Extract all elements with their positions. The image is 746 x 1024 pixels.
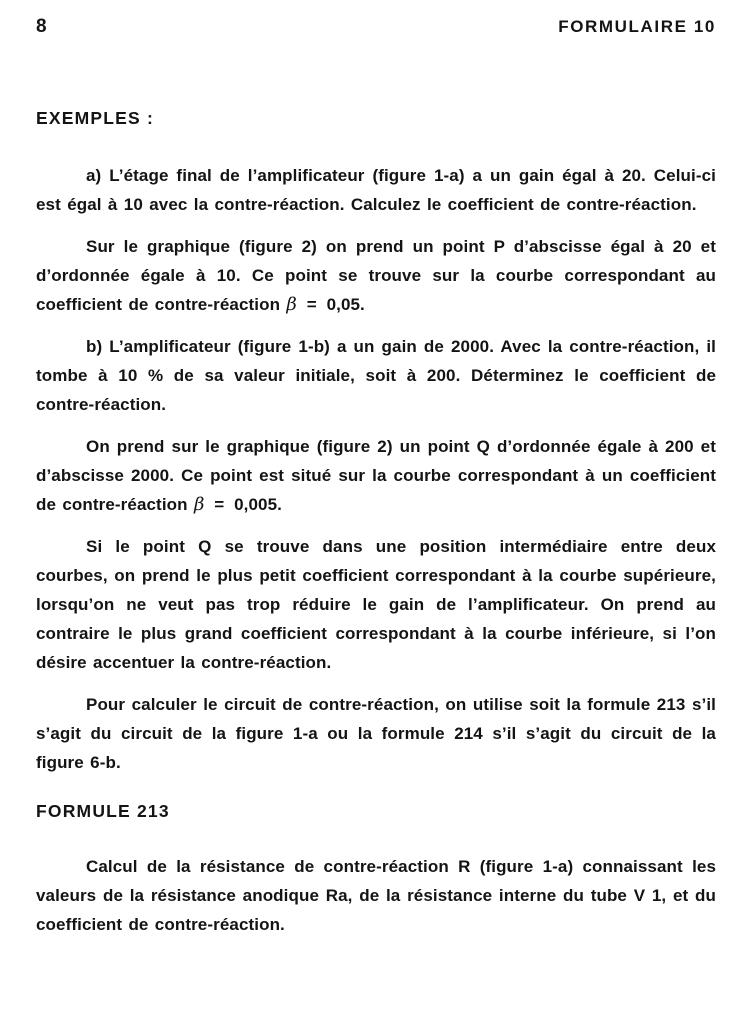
paragraph-graph-point-q	[36, 432, 716, 519]
paragraph-text: On prend sur le graphique (figure 2) un point Q d’ordonnée égale à 200 et d’abscisse 2000. Ce point est situé sur la courbe correspondant à un coefficient de contre-réaction	[36, 437, 716, 514]
beta-symbol: β	[193, 494, 205, 515]
beta-value: = 0,005.	[204, 495, 282, 514]
paragraph-text: Sur le graphique (figure 2) on prend un point P d’abscisse égal à 20 et d’ordonnée égale à 10. Ce point se trouve sur la courbe correspondant au coefficient de contre-réaction	[36, 237, 716, 314]
paragraph-text: b) L’amplificateur (figure 1-b) a un gain de 2000. Avec la contre-réaction, il tombe à 10 % de sa valeur initiale, soit à 200. Déterminez le coefficient de contre-réaction.	[36, 337, 716, 414]
paragraph-graph-point-p	[36, 232, 716, 319]
running-title: FORMULAIRE 10	[558, 17, 716, 36]
page-number: 8	[36, 16, 48, 37]
paragraph-text: a) L’étage final de l’amplificateur (figure 1-a) a un gain égal à 20. Celui-ci est égal à 10 avec la contre-réaction. Calculez le coefficient de contre-réaction.	[36, 166, 716, 214]
paragraph-text: Si le point Q se trouve dans une position intermédiaire entre deux courbes, on prend le plus petit coefficient correspondant à la courbe supérieure, lorsqu’on ne veut pas trop réduire le gain de l’amplificateur. On prend au contraire le plus grand coefficient correspondant à la courbe inférieure, si l’on désire accentuer la contre-réaction.	[36, 537, 716, 672]
section-heading-exemples: EXEMPLES :	[36, 108, 154, 128]
paragraph-text: Pour calculer le circuit de contre-réaction, on utilise soit la formule 213 s’il s’agit du circuit de la figure 1-a ou la formule 214 s’il s’agit du circuit de la figure 6-b.	[36, 695, 716, 772]
paragraph-example-a	[36, 161, 716, 219]
paragraph-example-b	[36, 332, 716, 419]
beta-symbol: β	[286, 294, 297, 315]
beta-value: = 0,05.	[296, 295, 365, 314]
paragraph-intermediate-position	[36, 532, 716, 677]
paragraph-formule-choice	[36, 690, 716, 777]
paragraph-formule-213	[36, 852, 716, 939]
paragraph-text: Calcul de la résistance de contre-réaction R (figure 1-a) connaissant les valeurs de la résistance anodique Ra, de la résistance interne du tube V 1, et du coefficient de contre-réaction.	[36, 857, 716, 934]
page-header	[36, 16, 716, 38]
section-heading-formule-213: FORMULE 213	[36, 801, 170, 821]
